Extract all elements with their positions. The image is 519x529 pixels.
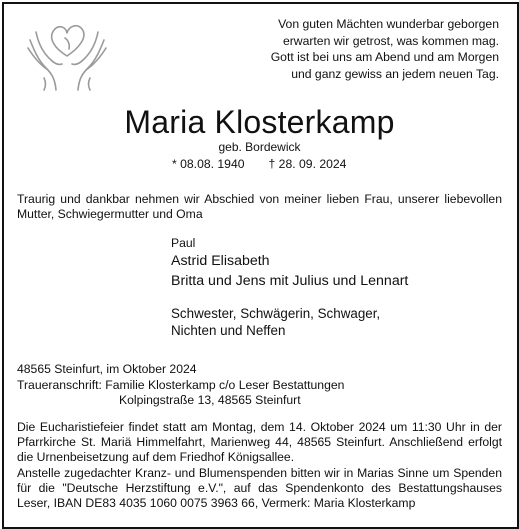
intro-text: Traurig und dankbar nehmen wir Abschied von meiner lieben Frau, unserer liebevollen Mutter, Schwiegermutter und Oma	[17, 192, 502, 221]
verse-line: Von guten Mächten wunderbar geborgen	[278, 17, 499, 31]
relatives-line: Schwester, Schwägerin, Schwager,	[171, 306, 381, 321]
verse	[199, 16, 499, 82]
death-date: † 28. 09. 2024	[268, 157, 347, 171]
child-entry: Astrid Elisabeth	[171, 253, 270, 269]
ceremony-text: Die Eucharistiefeier findet statt am Montag, dem 14. Oktober 2024 um 11:30 Uhr in der Pfarrkirche St. Mariä Himmelfahrt, Marienweg 44, 48565 Steinfurt. Anschließend erfolgt die Urnenbeisetzung auf dem Friedhof Königsallee.	[17, 420, 502, 464]
donation-text: Anstelle zugedachter Kranz- und Blumenspenden bitten wir in Marias Sinne um Spenden für die "Deutsche Herzstiftung e.V.", auf das Spendenkonto des Bestattungshauses Leser, IBAN DE83 4035 1060 0075 3963 66, Vermerk: Maria Klosterkamp	[17, 466, 502, 510]
verse-line: erwarten wir getrost, was kommen mag.	[282, 33, 499, 48]
life-dates	[172, 157, 346, 171]
relatives-list	[171, 305, 380, 339]
hands-holding-heart-icon	[24, 18, 110, 92]
spouse-name: Paul	[171, 236, 196, 250]
birth-name: geb. Bordewick	[218, 140, 301, 154]
street-line: Kolpingstraße 13, 48565 Steinfurt	[119, 393, 301, 408]
family-list	[171, 236, 408, 291]
mourning-address	[17, 362, 344, 409]
place-date: 48565 Steinfurt, im Oktober 2024	[17, 362, 197, 376]
verse-line: und ganz gewiss an jedem neuen Tag.	[291, 66, 499, 81]
birth-date: * 08.08. 1940	[172, 157, 245, 171]
address-line: Traueranschrift: Familie Klosterkamp c/o Leser Bestattungen	[17, 377, 345, 392]
verse-line: Gott ist bei uns am Abend und am Morgen	[270, 50, 499, 65]
relatives-line: Nichten und Neffen	[171, 323, 286, 338]
deceased-name: Maria Klosterkamp	[124, 104, 395, 140]
child-entry: Britta und Jens mit Julius und Lennart	[171, 273, 409, 289]
